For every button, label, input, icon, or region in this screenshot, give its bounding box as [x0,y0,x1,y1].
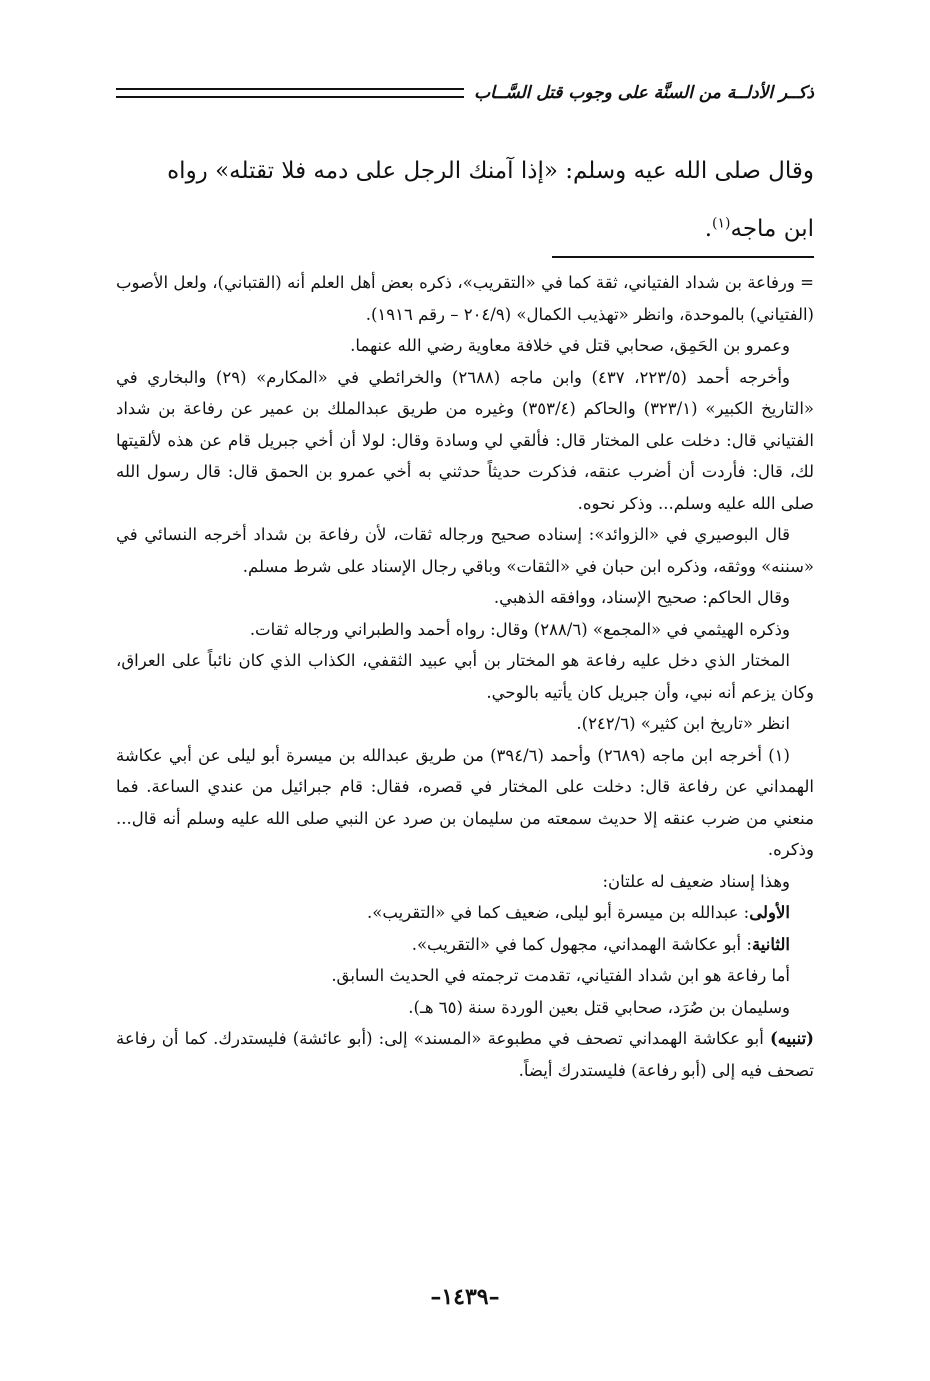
main-text-line-2-end: . [704,216,713,242]
footnote-paragraph: انظر «تاريخ ابن كثير» (٢٤٢/٦). [576,714,790,733]
main-text-line [116,200,814,258]
main-text-line [116,142,814,200]
footnote-paragraph: (١) أخرجه ابن ماجه (٢٦٨٩) وأحمد (٣٩٤/٦) من طريق عبدالله بن ميسرة أبو ليلى عن أبي عكاشة الهمداني عن رفاعة قال: دخلت على المختار في قصره، فقال: قام جبرائيل من عندي الساعة. فما منعني من ضرب عنقه إلا حديث سمعته من سليمان بن صرد عن النبي صلى الله عليه وسلم أنه قال... وذكره. [116,745,814,859]
page-number: –١٤٣٩– [430,1284,500,1310]
footnote-paragraph [116,1023,814,1086]
footnote-paragraph: = ورفاعة بن شداد الفتياني، ثقة كما في «التقريب»، ذكره بعض أهل العلم أنه (القتباني)، ولعل الأصوب (الفتياني) بالموحدة، وانظر «تهذيب الكمال» (٢٠٤/٩ – رقم ١٩١٦). [116,273,814,324]
running-header-title: ذكــر الأدلــة من السنَّة على وجوب قتل السَّــاب [474,83,814,103]
footnote-paragraph: قال البوصيري في «الزوائد»: إسناده صحيح ورجاله ثقات، لأن رفاعة بن شداد أخرجه النسائي في «سننه» ووثقه، وذكره ابن حبان في «الثقات» وباقي رجال الإسناد على شرط مسلم. [116,525,814,576]
footnote-paragraph [116,929,814,961]
footnote-paragraph: وهذا إسناد ضعيف له علتان: [602,871,790,891]
main-text-line-2: ابن ماجه [730,216,814,242]
footnote-label: (تنبيه) [770,1029,814,1048]
main-text [116,142,814,258]
footnote-paragraph: وأخرجه أحمد (٢٢٣/٥، ٤٣٧) وابن ماجه (٢٦٨٨) والخرائطي في «المكارم» (٢٩) والبخاري في «التاريخ الكبير» (٣٢٣/١) والحاكم (٣٥٣/٤) وغيره من طريق عبدالملك بن عمير عن رفاعة بن شداد الفتياني قال: دخلت على المختار قال: فألقي لي وسادة وقال: لولا أن أخي جبريل قام عن هذه لألقيتها لك، قال: فأردت أن أضرب عنقه، فذكرت حديثاً حدثني به أخي عمرو بن الحمق قال: قال رسول الله صلى الله عليه وسلم... وذكر نحوه. [116,367,815,513]
footnote-paragraph: أما رفاعة هو ابن شداد الفتياني، تقدمت ترجمته في الحديث السابق. [331,966,790,985]
footnote-separator [552,256,814,258]
footnote-paragraph: المختار الذي دخل عليه رفاعة هو المختار بن أبي عبيد الثقفي، الكذاب الذي كان نائباً على العراق، وكان يزعم أنه نبي، وأن جبريل كان يأتيه بالوحي. [116,651,814,702]
footnotes [116,267,814,1086]
footnote-text: : عبدالله بن ميسرة أبو ليلى، ضعيف كما في «التقريب». [367,903,750,922]
footnote-marker: (١) [712,215,731,232]
footnote-paragraph: وعمرو بن الحَمِق، صحابي قتل في خلافة معاوية رضي الله عنهما. [350,336,790,355]
main-text-line-1: وقال صلى الله عيه وسلم: «إذا آمنك الرجل على دمه فلا تقتله» رواه [167,158,814,184]
footnote-text: أبو عكاشة الهمداني تصحف في مطبوعة «المسند» إلى: (أبو عائشة) فليستدرك. كما أن رفاعة تصحف فيه إلى (أبو رفاعة) فليستدرك أيضاً. [116,1029,814,1080]
footnote-label: الأولى [749,903,790,922]
footnote-paragraph [116,897,814,929]
running-header [116,78,814,108]
footnote-paragraph: وقال الحاكم: صحيح الإسناد، ووافقه الذهبي. [493,588,790,607]
header-double-rule [116,88,464,98]
footnote-label: الثانية [751,934,790,954]
footnote-text: : أبو عكاشة الهمداني، مجهول كما في «التقريب». [411,934,752,954]
footnote-paragraph: وسليمان بن صُرَد، صحابي قتل بعين الوردة سنة (٦٥ هـ). [408,997,790,1017]
footnote-paragraph: وذكره الهيثمي في «المجمع» (٢٨٨/٦) وقال: رواه أحمد والطبراني ورجاله ثقات. [249,619,790,639]
